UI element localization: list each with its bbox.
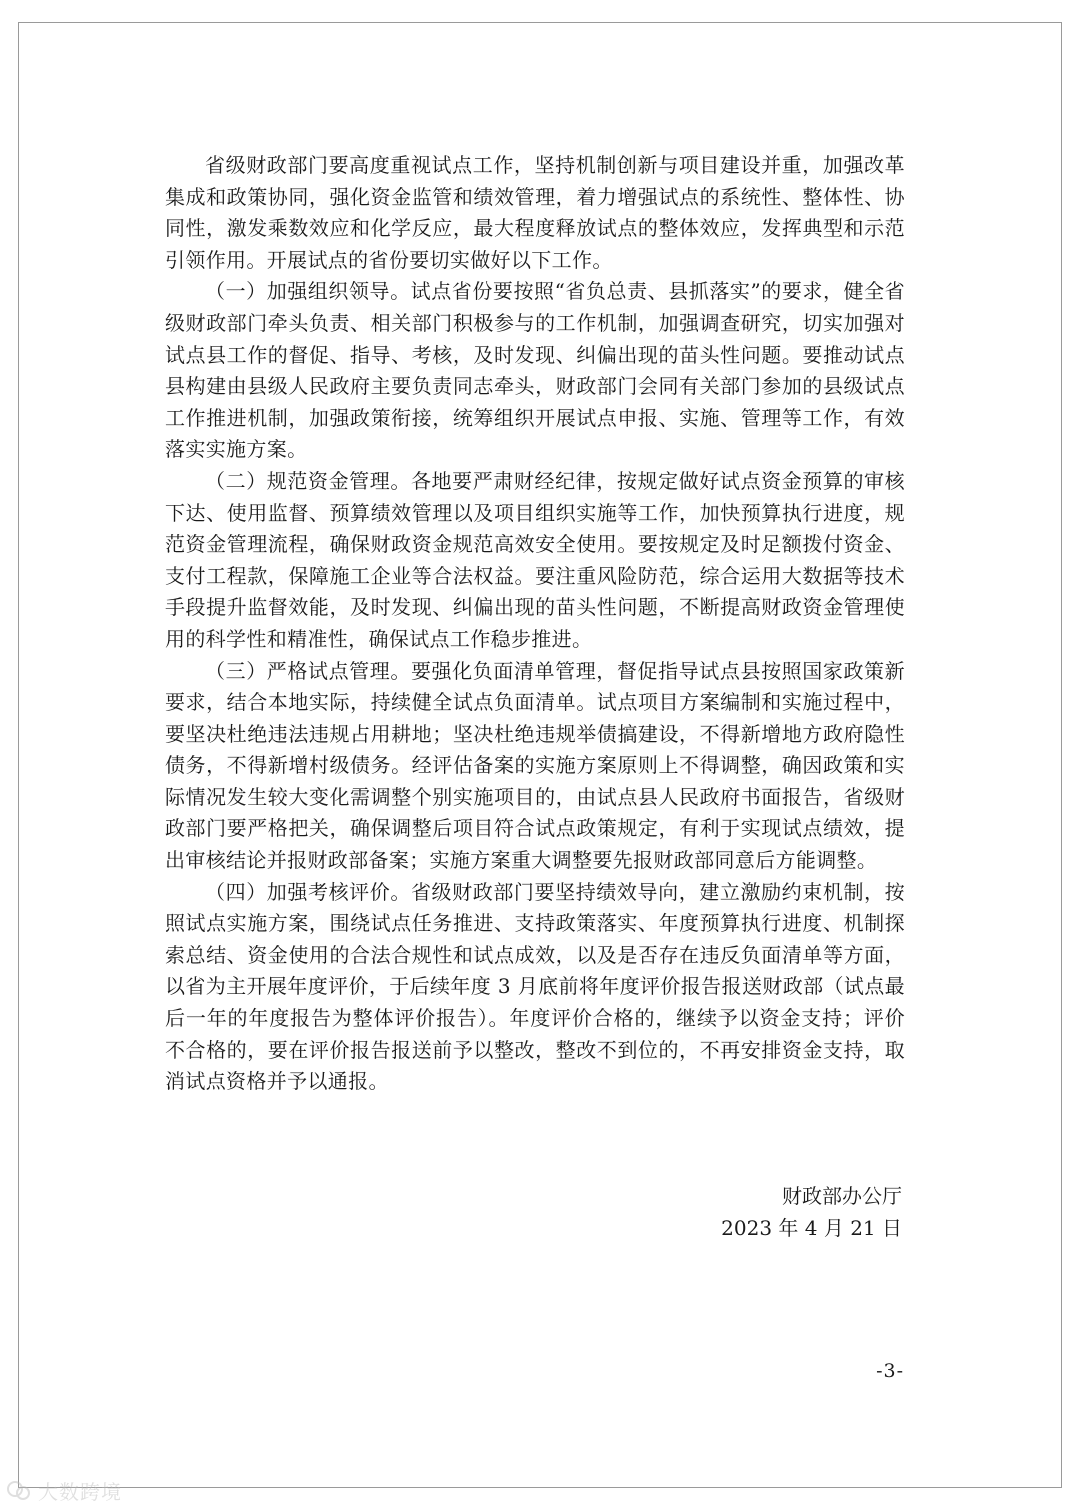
paragraph-organization-leadership: （一）加强组织领导。试点省份要按照“省负总责、县抓落实”的要求，健全省级财政部门牵头负责、相关部门积极参与的工作机制，加强调查研究，切实加强对试点县工作的督促、指导、考核，及时发现、纠偏出现的苗头性问题。要推动试点县构建由县级人民政府主要负责同志牵头，财政部门会同有关部门参加的县级试点工作推进机制，加强政策衔接，统筹组织开展试点申报、实施、管理等工作，有效落实实施方案。 <box>165 279 905 462</box>
paragraph-fund-management: （二）规范资金管理。各地要严肃财经纪律，按规定做好试点资金预算的审核下达、使用监督、预算绩效管理以及项目组织实施等工作，加快预算执行进度，规范资金管理流程，确保财政资金规范高效安全使用。要按规定及时足额拨付资金、支付工程款，保障施工企业等合法权益。要注重风险防范，综合运用大数据等技术手段提升监督效能，及时发现、纠偏出现的苗头性问题，不断提高财政资金管理使用的科学性和精准性，确保试点工作稳步推进。 <box>165 468 905 651</box>
paragraph-intro: 省级财政部门要高度重视试点工作，坚持机制创新与项目建设并重，加强改革集成和政策协同，强化资金监管和绩效管理，着力增强试点的系统性、整体性、协同性，激发乘数效应和化学反应，最大程度释放试点的整体效应，发挥典型和示范引领作用。开展试点的省份要切实做好以下工作。 <box>165 153 905 272</box>
watermark <box>6 1476 122 1505</box>
issuer-name: 财政部办公厅 <box>782 1184 902 1208</box>
issue-date: 2023 年 4 月 21 日 <box>721 1216 902 1240</box>
paragraph-assessment-evaluation: （四）加强考核评价。省级财政部门要坚持绩效导向，建立激励约束机制，按照试点实施方案，围绕试点任务推进、支持政策落实、年度预算执行进度、机制探索总结、资金使用的合法合规性和试点成效，以及是否存在违反负面清单等方面，以省为主开展年度评价，于后续年度 3 月底前将年度评价报告报送财政部（试点最后一年的年度报告为整体评价报告）。年度评价合格的，继续予以资金支持；评价不合格的，要在评价报告报送前予以整改，整改不到位的，不再安排资金支持，取消试点资格并予以通报。 <box>165 879 905 1094</box>
document-body <box>165 150 905 1098</box>
page-number: -3- <box>876 1360 904 1382</box>
watermark-text: 大数跨境 <box>38 1480 122 1504</box>
signature-block <box>721 1180 902 1244</box>
wechat-logo-icon <box>6 1480 32 1502</box>
paragraph-pilot-management: （三）严格试点管理。要强化负面清单管理，督促指导试点县按照国家政策新要求，结合本地实际，持续健全试点负面清单。试点项目方案编制和实施过程中，要坚决杜绝违法违规占用耕地；坚决杜绝违规举债搞建设，不得新增地方政府隐性债务，不得新增村级债务。经评估备案的实施方案原则上不得调整，确因政策和实际情况发生较大变化需调整个别实施项目的，由试点县人民政府书面报告，省级财政部门要严格把关，确保调整后项目符合试点政策规定，有利于实现试点绩效，提出审核结论并报财政部备案；实施方案重大调整要先报财政部同意后方能调整。 <box>165 658 905 873</box>
